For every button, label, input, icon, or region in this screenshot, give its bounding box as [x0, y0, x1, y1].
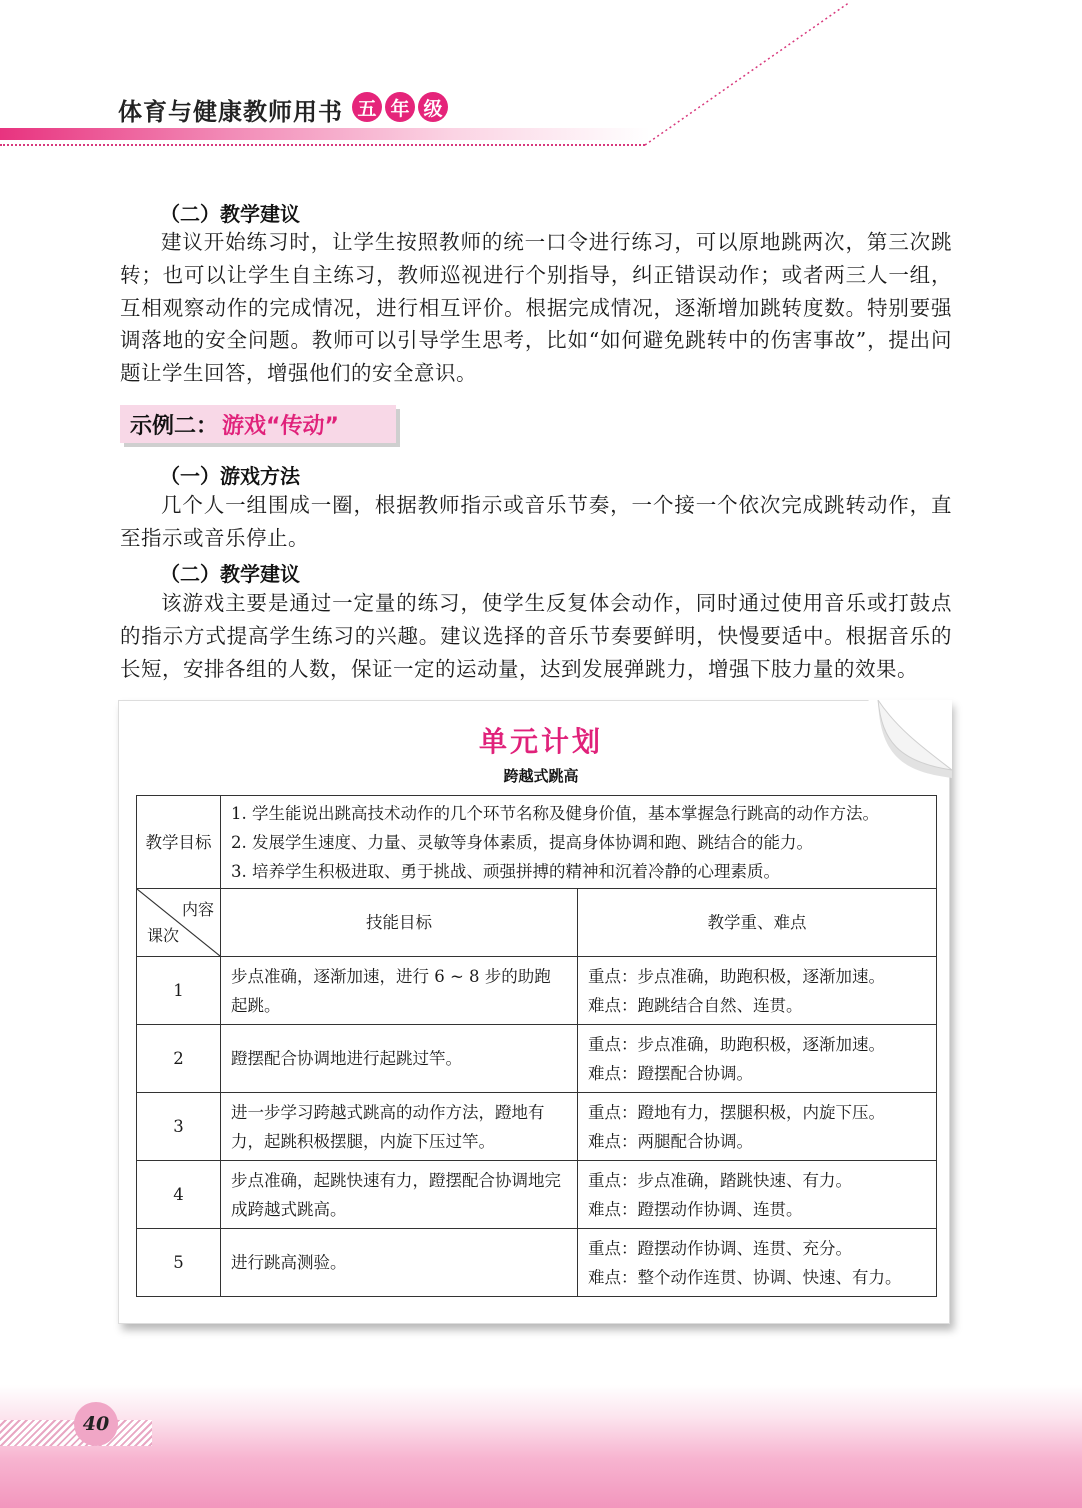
lesson-number: 3 [137, 1093, 221, 1161]
key-point: 重点：蹬地有力，摆腿积极，内旋下压。 [588, 1102, 885, 1122]
difficulty: 难点：两腿配合协调。 [588, 1131, 753, 1151]
column-header-key-points: 教学重、难点 [578, 889, 937, 957]
unit-plan-subtitle: 跨越式跳高 [503, 767, 579, 785]
example-label: 示例二： [130, 413, 219, 439]
goals-label: 教学目标 [137, 796, 221, 889]
page-number: 40 [74, 1402, 118, 1446]
goals-list [221, 796, 937, 889]
grade-char: 五 [352, 92, 382, 122]
corner-label-content: 内容 [181, 900, 214, 919]
header-dotted-line [0, 144, 645, 146]
key-point: 重点：蹬摆动作协调、连贯、充分。 [588, 1238, 852, 1258]
grade-char: 级 [418, 92, 448, 122]
book-title: 体育与健康教师用书 [118, 97, 343, 126]
lesson-number: 5 [137, 1229, 221, 1297]
paragraph-teaching-advice: 建议开始练习时，让学生按照教师的统一口令进行练习，可以原地跳两次，第三次跳转；也可以让学生自主练习，教师巡视进行个别指导，纠正错误动作；或者两三人一组，互相观察动作的完成情况，进行相互评价。根据完成情况，逐渐增加跳转度数。特别要强调落地的安全问题。教师可以引导学生思考，比如“如何避免跳转中的伤害事故”，提出问题让学生回答，增强他们的安全意识。 [120, 230, 952, 386]
table-row [137, 957, 937, 1025]
unit-plan-title: 单元计划 [478, 725, 603, 758]
unit-plan-table [136, 795, 937, 1297]
header-pink-bar [0, 128, 650, 140]
table-row [137, 1093, 937, 1161]
difficulty: 难点：跑跳结合自然、连贯。 [588, 995, 803, 1015]
key-point: 重点：步点准确，助跑积极，逐渐加速。 [588, 1034, 885, 1054]
table-row [137, 1229, 937, 1297]
key-points [578, 1025, 937, 1093]
skill-goal: 进行跳高测验。 [221, 1229, 578, 1297]
table-row [137, 1161, 937, 1229]
corner-label-lesson: 课次 [147, 926, 180, 945]
grade-badge [352, 92, 448, 122]
paragraph-teaching-advice-2: 该游戏主要是通过一定量的练习，使学生反复体会动作，同时通过使用音乐或打鼓点的指示方式提高学生练习的兴趣。建议选择的音乐节奏要鲜明，快慢要适中。根据音乐的长短，安排各组的人数，保证一定的运动量，达到发展弹跳力，增强下肢力量的效果。 [120, 591, 952, 681]
paragraph-game-method: 几个人一组围成一圈，根据教师指示或音乐节奏，一个接一个依次完成跳转动作，直至指示或音乐停止。 [120, 493, 952, 550]
table-row [137, 1025, 937, 1093]
skill-goal: 步点准确，起跳快速有力，蹬摆配合协调地完成跨越式跳高。 [221, 1161, 578, 1229]
column-header-skill: 技能目标 [221, 889, 578, 957]
table-header-row [137, 889, 937, 957]
skill-goal: 步点准确，逐渐加速，进行 6 ~ 8 步的助跑起跳。 [221, 957, 578, 1025]
skill-goal: 进一步学习跨越式跳高的动作方法，蹬地有力，起跳积极摆腿，内旋下压过竿。 [221, 1093, 578, 1161]
example-banner [120, 405, 396, 443]
difficulty: 难点：蹬摆动作协调、连贯。 [588, 1199, 803, 1219]
footer-gradient [0, 1385, 1082, 1508]
section-heading-teaching-advice-2: （二）教学建议 [160, 562, 300, 586]
key-point: 重点：步点准确，踏跳快速、有力。 [588, 1170, 852, 1190]
goal-item: 3. 培养学生积极进取、勇于挑战、顽强拼搏的精神和沉着冷静的心理素质。 [231, 861, 780, 881]
lesson-number: 2 [137, 1025, 221, 1093]
section-heading-teaching-advice: （二）教学建议 [160, 202, 300, 226]
goal-item: 2. 发展学生速度、力量、灵敏等身体素质，提高身体协调和跑、跳结合的能力。 [231, 832, 813, 852]
skill-goal: 蹬摆配合协调地进行起跳过竿。 [221, 1025, 578, 1093]
table-row-goals [137, 796, 937, 889]
corner-diagonal-cell [137, 889, 221, 957]
goal-item: 1. 学生能说出跳高技术动作的几个环节名称及健身价值，基本掌握急行跳高的动作方法。 [231, 803, 879, 823]
key-points [578, 1093, 937, 1161]
difficulty: 难点：整个动作连贯、协调、快速、有力。 [588, 1267, 902, 1287]
lesson-number: 4 [137, 1161, 221, 1229]
difficulty: 难点：蹬摆配合协调。 [588, 1063, 753, 1083]
key-point: 重点：步点准确，助跑积极，逐渐加速。 [588, 966, 885, 986]
section-heading-game-method: （一）游戏方法 [160, 464, 300, 488]
key-points [578, 1161, 937, 1229]
example-title: 游戏“传动” [222, 413, 339, 439]
key-points [578, 1229, 937, 1297]
key-points [578, 957, 937, 1025]
lesson-number: 1 [137, 957, 221, 1025]
grade-char: 年 [385, 92, 415, 122]
